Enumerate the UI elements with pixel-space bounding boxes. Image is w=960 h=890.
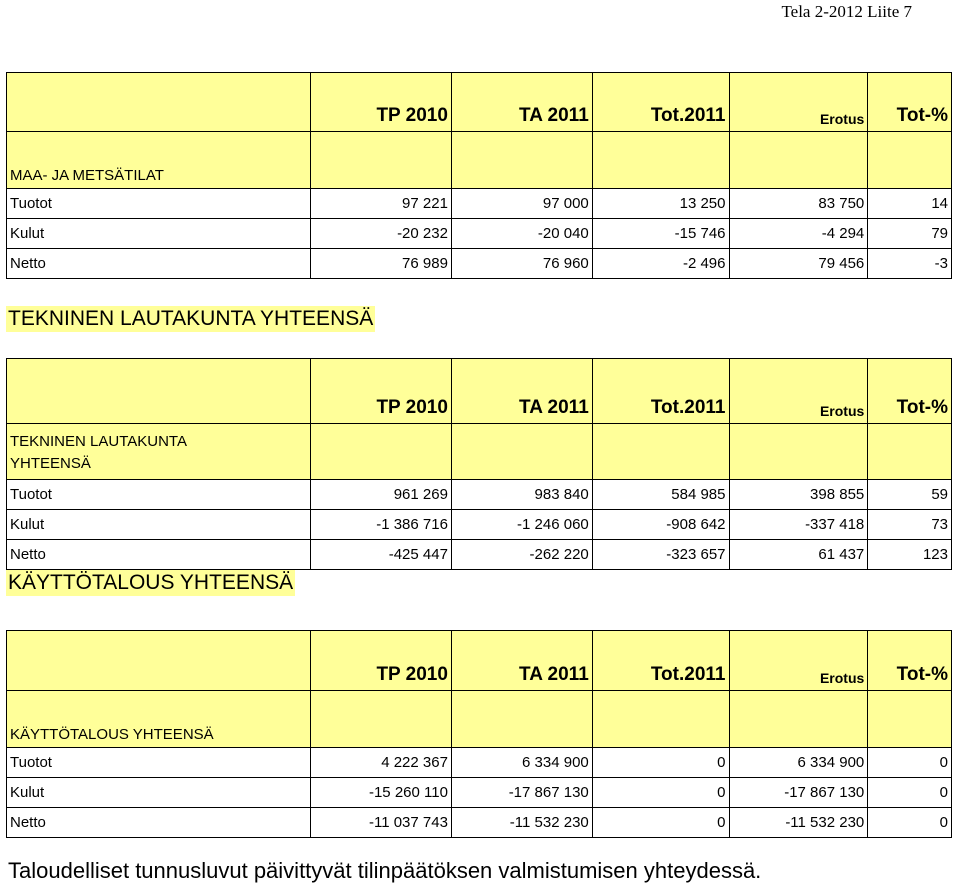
- cell-ta2011: 983 840: [451, 480, 592, 510]
- cell-ta2011: -1 246 060: [451, 510, 592, 540]
- table-row: [7, 189, 952, 219]
- cell-tot2011: -2 496: [592, 249, 729, 279]
- cell-ta2011: 76 960: [451, 249, 592, 279]
- cell-erotus: 61 437: [729, 540, 868, 570]
- cell-tp2010: -11 037 743: [311, 808, 452, 838]
- section-title: KÄYTTÖTALOUS YHTEENSÄ: [7, 691, 311, 748]
- cell-tp2010: -20 232: [311, 219, 452, 249]
- header-erotus: Erotus: [729, 359, 868, 424]
- header-tot2011: Tot.2011: [592, 73, 729, 132]
- header-tp2010: TP 2010: [311, 359, 452, 424]
- cell-ta2011: -20 040: [451, 219, 592, 249]
- table-row: [7, 778, 952, 808]
- cell-tot-pct: 14: [868, 189, 952, 219]
- cell-tp2010: -425 447: [311, 540, 452, 570]
- section-title-row: [7, 132, 952, 189]
- cell-tot2011: -15 746: [592, 219, 729, 249]
- header-erotus: Erotus: [729, 73, 868, 132]
- header-tot-pct: Tot-%: [868, 631, 952, 691]
- cell-tp2010: -15 260 110: [311, 778, 452, 808]
- header-ta2011: TA 2011: [451, 631, 592, 691]
- cell-tot-pct: 0: [868, 778, 952, 808]
- row-label: Kulut: [7, 219, 311, 249]
- cell-ta2011: -262 220: [451, 540, 592, 570]
- table-kayttotalous: [6, 630, 952, 838]
- cell-ta2011: 6 334 900: [451, 748, 592, 778]
- table-tekninen-lautakunta: [6, 358, 952, 570]
- page-label: Tela 2-2012 Liite 7: [781, 2, 912, 21]
- header-empty: [7, 631, 311, 691]
- table-row: [7, 510, 952, 540]
- header-ta2011: TA 2011: [451, 73, 592, 132]
- cell-tot2011: -908 642: [592, 510, 729, 540]
- cell-ta2011: -11 532 230: [451, 808, 592, 838]
- cell-erotus: -337 418: [729, 510, 868, 540]
- cell-tot2011: -323 657: [592, 540, 729, 570]
- row-label: Kulut: [7, 510, 311, 540]
- section-heading-tekninen: TEKNINEN LAUTAKUNTA YHTEENSÄ: [8, 307, 374, 330]
- cell-tot2011: 0: [592, 748, 729, 778]
- row-label: Tuotot: [7, 480, 311, 510]
- cell-tp2010: -1 386 716: [311, 510, 452, 540]
- section-title: [7, 424, 311, 480]
- cell-tp2010: 961 269: [311, 480, 452, 510]
- cell-erotus: 398 855: [729, 480, 868, 510]
- header-row: [7, 359, 952, 424]
- cell-erotus: -17 867 130: [729, 778, 868, 808]
- header-tot2011: Tot.2011: [592, 359, 729, 424]
- table-row: [7, 808, 952, 838]
- table-maa-ja-metsatilat: [6, 72, 952, 279]
- header-tp2010: TP 2010: [311, 631, 452, 691]
- cell-tot2011: 584 985: [592, 480, 729, 510]
- header-empty: [7, 73, 311, 132]
- header-tot2011: Tot.2011: [592, 631, 729, 691]
- cell-tot-pct: 59: [868, 480, 952, 510]
- row-label: Netto: [7, 249, 311, 279]
- cell-tot2011: 0: [592, 808, 729, 838]
- header-row: [7, 73, 952, 132]
- section-title-row: [7, 691, 952, 748]
- cell-tp2010: 4 222 367: [311, 748, 452, 778]
- section-title-line1: TEKNINEN LAUTAKUNTA: [10, 433, 187, 450]
- cell-tp2010: 76 989: [311, 249, 452, 279]
- cell-ta2011: 97 000: [451, 189, 592, 219]
- table-row: [7, 540, 952, 570]
- table-row: [7, 480, 952, 510]
- cell-tot-pct: 79: [868, 219, 952, 249]
- header-empty: [7, 359, 311, 424]
- cell-erotus: -11 532 230: [729, 808, 868, 838]
- header-tp2010: TP 2010: [311, 73, 452, 132]
- cell-tot-pct: 0: [868, 748, 952, 778]
- table-row: [7, 249, 952, 279]
- cell-tot2011: 13 250: [592, 189, 729, 219]
- cell-erotus: 6 334 900: [729, 748, 868, 778]
- header-row: [7, 631, 952, 691]
- cell-tp2010: 97 221: [311, 189, 452, 219]
- row-label: Tuotot: [7, 748, 311, 778]
- row-label: Kulut: [7, 778, 311, 808]
- cell-erotus: 83 750: [729, 189, 868, 219]
- header-erotus: Erotus: [729, 631, 868, 691]
- table-row: [7, 219, 952, 249]
- footnote: Taloudelliset tunnusluvut päivittyvät tilinpäätöksen valmistumisen yhteydessä.: [8, 858, 762, 883]
- header-tot-pct: Tot-%: [868, 359, 952, 424]
- cell-tot2011: 0: [592, 778, 729, 808]
- cell-tot-pct: 73: [868, 510, 952, 540]
- cell-tot-pct: 123: [868, 540, 952, 570]
- row-label: Netto: [7, 808, 311, 838]
- table-row: [7, 748, 952, 778]
- section-title-line2: YHTEENSÄ: [10, 455, 91, 472]
- row-label: Tuotot: [7, 189, 311, 219]
- section-heading-kayttotalous: KÄYTTÖTALOUS YHTEENSÄ: [8, 571, 294, 594]
- cell-erotus: 79 456: [729, 249, 868, 279]
- cell-tot-pct: 0: [868, 808, 952, 838]
- cell-ta2011: -17 867 130: [451, 778, 592, 808]
- section-title: MAA- JA METSÄTILAT: [7, 132, 311, 189]
- header-ta2011: TA 2011: [451, 359, 592, 424]
- row-label: Netto: [7, 540, 311, 570]
- cell-tot-pct: -3: [868, 249, 952, 279]
- header-tot-pct: Tot-%: [868, 73, 952, 132]
- section-title-row: [7, 424, 952, 480]
- cell-erotus: -4 294: [729, 219, 868, 249]
